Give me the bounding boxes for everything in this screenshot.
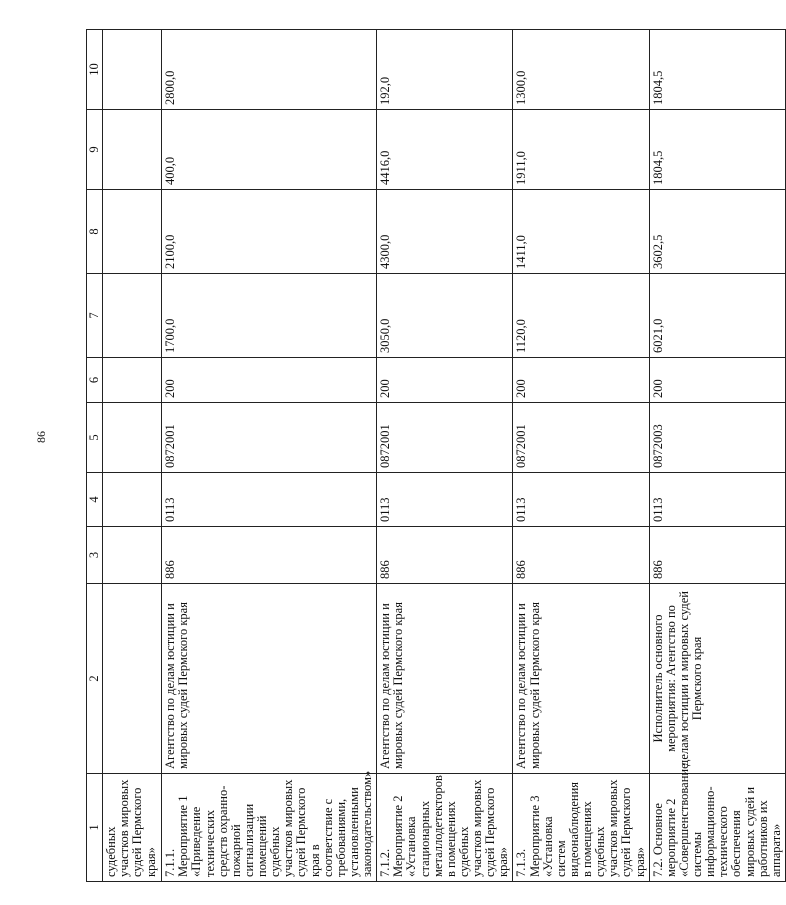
section-code: 0113 [649, 473, 785, 527]
column-header: 3 [87, 527, 103, 584]
target-code: 0872001 [513, 403, 649, 473]
table-row [513, 30, 649, 882]
value-col8: 3602,5 [649, 190, 785, 274]
measure-name: 7.1.1. Мероприятие 1 «Приведение технических средств охранно-пожарной сигнализации помещений судебных участков мировых судей Пермского края в соответствие с требованиями, установленными законодательством» [162, 774, 377, 882]
executor: Исполнитель основного мероприятия: Агентство по делам юстиции и мировых судей Пермского края [649, 584, 785, 774]
table-cell [103, 584, 162, 774]
value-col9: 400,0 [162, 110, 377, 190]
table-row [649, 30, 785, 882]
value-col10: 192,0 [377, 30, 513, 110]
value-col8: 2100,0 [162, 190, 377, 274]
section-code: 0113 [162, 473, 377, 527]
column-header: 9 [87, 110, 103, 190]
measure-name: 7.1.3. Мероприятие 3 «Установка систем видеонаблюдения в помещениях судебных участков мировых судей Пермского края» [513, 774, 649, 882]
column-header: 5 [87, 403, 103, 473]
target-code: 0872003 [649, 403, 785, 473]
column-header: 8 [87, 190, 103, 274]
table-cell [103, 358, 162, 403]
executor: Агентство по делам юстиции и мировых судей Пермского края [513, 584, 649, 774]
value-col9: 1911,0 [513, 110, 649, 190]
executor: Агентство по делам юстиции и мировых судей Пермского края [377, 584, 513, 774]
continuation-row [103, 30, 162, 882]
value-col8: 4300,0 [377, 190, 513, 274]
admin-code: 886 [649, 527, 785, 584]
column-header: 4 [87, 473, 103, 527]
value-col7: 1700,0 [162, 274, 377, 358]
value-col9: 4416,0 [377, 110, 513, 190]
admin-code: 886 [513, 527, 649, 584]
table-cell [103, 403, 162, 473]
rotated-table-wrapper [86, 30, 783, 882]
expense-code: 200 [377, 358, 513, 403]
value-col7: 1120,0 [513, 274, 649, 358]
column-header: 7 [87, 274, 103, 358]
table-cell [103, 473, 162, 527]
section-code: 0113 [513, 473, 649, 527]
target-code: 0872001 [377, 403, 513, 473]
expense-code: 200 [513, 358, 649, 403]
section-code: 0113 [377, 473, 513, 527]
column-number-row [87, 30, 103, 882]
column-header: 1 [87, 774, 103, 882]
admin-code: 886 [377, 527, 513, 584]
expense-code: 200 [162, 358, 377, 403]
expense-code: 200 [649, 358, 785, 403]
value-col8: 1411,0 [513, 190, 649, 274]
value-col10: 2800,0 [162, 30, 377, 110]
table-cell [103, 274, 162, 358]
value-col7: 3050,0 [377, 274, 513, 358]
value-col10: 1300,0 [513, 30, 649, 110]
value-col10: 1804,5 [649, 30, 785, 110]
value-col7: 6021,0 [649, 274, 785, 358]
column-header: 2 [87, 584, 103, 774]
column-header: 10 [87, 30, 103, 110]
budget-table [86, 29, 786, 882]
table-row [377, 30, 513, 882]
column-header: 6 [87, 358, 103, 403]
table-row [162, 30, 377, 882]
table-cell [103, 110, 162, 190]
executor: Агентство по делам юстиции и мировых судей Пермского края [162, 584, 377, 774]
measure-name: 7.1.2. Мероприятие 2 «Установка стационарных металлодетекторов в помещениях судебных участков мировых судей Пермского края» [377, 774, 513, 882]
admin-code: 886 [162, 527, 377, 584]
table-cell [103, 30, 162, 110]
measure-name: 7.2. Основное мероприятие 2 «Совершенствование системы информационно-технического обеспечения мировых судей и работников их аппарата» [649, 774, 785, 882]
table-cell [103, 527, 162, 584]
value-col9: 1804,5 [649, 110, 785, 190]
page-number: 86 [34, 431, 48, 443]
table-cell [103, 190, 162, 274]
continuation-text: судебных участков мировых судей Пермского края» [103, 774, 162, 882]
target-code: 0872001 [162, 403, 377, 473]
